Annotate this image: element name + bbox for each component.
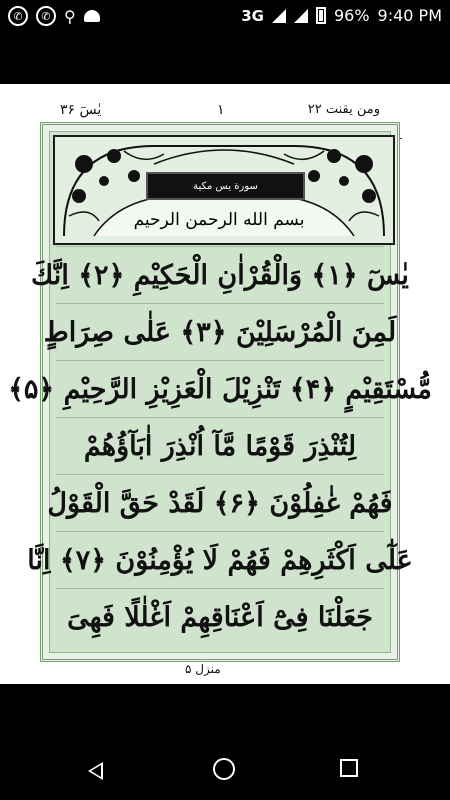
status-bar — [0, 0, 450, 33]
page-frame — [8, 122, 432, 662]
top-spacer — [0, 33, 450, 84]
verse-line: لَمِنَ الْمُرْسَلِيْنَ ﴿۳﴾ عَلٰى صِرَاطٍ — [56, 303, 384, 360]
battery-percent: 96% — [333, 6, 370, 25]
quran-page[interactable] — [0, 84, 450, 684]
navigation-bar — [0, 684, 450, 800]
verse-line: عَلٰٓى اَكْثَرِهِمْ فَهُمْ لَا يُؤْمِنُوْنَ ﴿۷﴾ اِنَّا — [56, 531, 384, 588]
page-number: ۱ — [217, 102, 225, 118]
juz-label: ومن یقنت ۲۲ — [307, 102, 380, 117]
surah-title: سورة يس مكية — [193, 180, 258, 192]
surah-label: یٰسٓ ۳۶ — [60, 102, 102, 118]
manzil-label: منزل ۵ — [185, 662, 221, 676]
android-icon — [84, 10, 100, 22]
page-header — [0, 102, 450, 122]
recent-apps-icon[interactable] — [340, 759, 358, 777]
bismillah: بسم الله الرحمن الرحيم — [133, 210, 305, 230]
home-icon[interactable] — [213, 758, 235, 780]
notification-icons — [8, 6, 100, 26]
verse-line: فَهُمْ غٰفِلُوْنَ ﴿۶﴾ لَقَدْ حَقَّ الْقَوْلُ — [56, 474, 384, 531]
ornamental-headpiece — [54, 136, 386, 244]
usb-icon: ⚲ — [64, 6, 76, 26]
verse-line: يٰسٓ ﴿۱﴾ وَالْقُرْاٰنِ الْحَكِيْمِ ﴿۲﴾ اِنَّكَ — [56, 246, 384, 303]
verse-line: لِتُنْذِرَ قَوْمًا مَّآ اُنْذِرَ اٰبَآؤُهُمْ — [56, 417, 384, 474]
phone-icon: ✆ — [36, 6, 56, 26]
verses-block — [8, 246, 432, 645]
verse-line: جَعَلْنَا فِىْٓ اَعْنَاقِهِمْ اَغْلٰلًا فَهِىَ — [56, 588, 384, 645]
surah-title-plate — [146, 172, 305, 200]
back-icon-inner — [91, 765, 101, 777]
text-area — [8, 131, 432, 653]
battery-icon — [316, 7, 326, 24]
clock: 9:40 PM — [377, 6, 442, 25]
verse-line: مُّسْتَقِيْمٍ ﴿۴﴾ تَنْزِيْلَ الْعَزِيْزِ الرَّحِيْمِ ﴿۵﴾ — [56, 360, 384, 417]
network-type: 3G — [241, 6, 264, 25]
signal-icon — [272, 9, 286, 23]
signal-icon — [294, 9, 308, 23]
phone-icon: ✆ — [8, 6, 28, 26]
